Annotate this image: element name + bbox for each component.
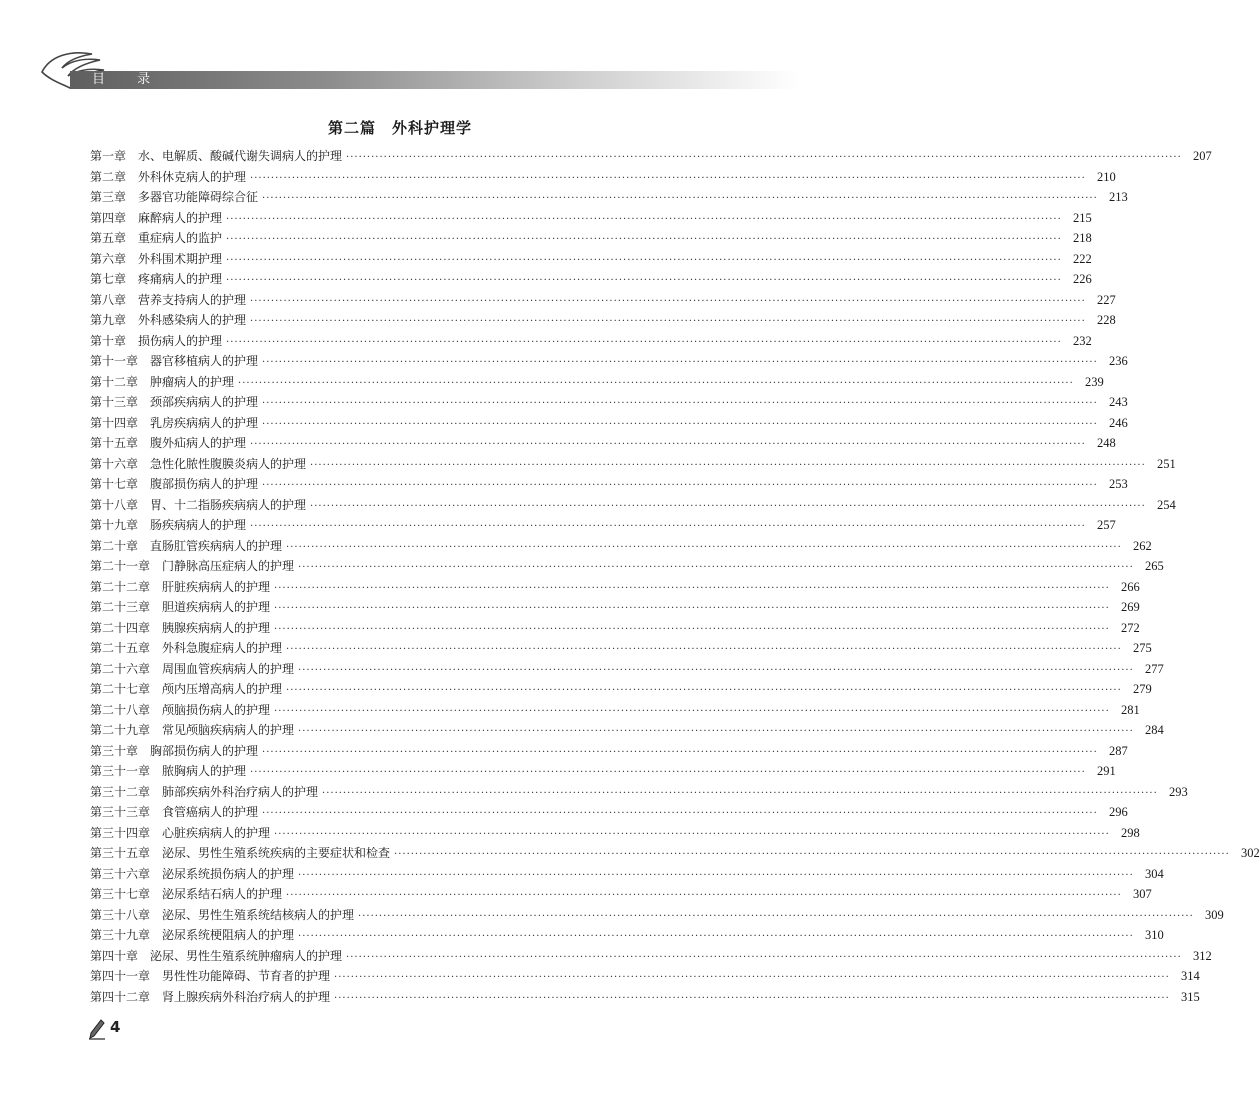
toc-page-number: 314: [1181, 969, 1200, 983]
toc-page-number: 254: [1157, 497, 1176, 512]
toc-chapter-title: 颅内压增高病人的护理: [162, 682, 283, 696]
header-band: [70, 71, 800, 89]
toc-page-number: 227: [1097, 292, 1116, 307]
toc-page-number: 310: [1145, 928, 1164, 942]
toc-chapter-title: 营养支持病人的护理: [138, 292, 247, 307]
toc-entry: [90, 269, 1092, 290]
toc-chapter-number: 第二十七章: [90, 682, 151, 696]
toc-dot-leader: ········································································································································································································: [274, 603, 1110, 614]
toc-chapter-number: 第三十二章: [90, 784, 151, 799]
toc-chapter-number: 第五章: [90, 231, 127, 245]
toc-chapter-title: 胰腺疾病病人的护理: [162, 620, 271, 635]
toc-dot-leader: ········································································································································································································: [334, 972, 1170, 983]
toc-dot-leader: ········································································································································································································: [250, 316, 1086, 327]
toc-page-number: 243: [1109, 395, 1128, 409]
toc-entry: [90, 208, 1092, 229]
toc-dot-leader: ········································································································································································································: [298, 931, 1134, 942]
toc-chapter-number: 第三十九章: [90, 928, 151, 942]
toc-chapter-number: 第二十二章: [90, 579, 151, 594]
toc-chapter-title: 肺部疾病外科治疗病人的护理: [162, 784, 319, 799]
toc-entry: [90, 761, 1116, 782]
toc-dot-leader: ········································································································································································································: [262, 418, 1098, 430]
toc-chapter-title: 肿瘤病人的护理: [150, 374, 235, 389]
section-title: 第二篇 外科护理学: [327, 119, 472, 137]
toc-dot-leader: ········································································································································································································: [346, 152, 1182, 163]
toc-chapter-number: 第八章: [90, 292, 127, 307]
toc-dot-leader: ········································································································································································································: [250, 767, 1086, 778]
toc-chapter-title: 脓胸病人的护理: [162, 764, 247, 778]
toc-chapter-number: 第三十四章: [90, 825, 151, 840]
toc-chapter-number: 第二十章: [90, 538, 139, 553]
toc-page-number: 226: [1073, 272, 1092, 286]
toc-page-number: 296: [1109, 805, 1128, 819]
toc-chapter-title: 颅脑损伤病人的护理: [162, 702, 271, 717]
toc-chapter-number: 第十七章: [90, 477, 139, 491]
toc-chapter-number: 第十章: [90, 333, 127, 348]
toc-page-number: 269: [1121, 600, 1140, 614]
toc-page-number: 248: [1097, 436, 1116, 450]
toc-entry: [90, 392, 1128, 413]
toc-entry: [90, 659, 1164, 680]
toc-dot-leader: ········································································································································································································: [226, 234, 1062, 245]
toc-dot-leader: ········································································································································································································: [274, 705, 1110, 717]
toc-page-number: 218: [1073, 231, 1092, 245]
toc-dot-leader: ········································································································································································································: [250, 172, 1086, 184]
toc-chapter-number: 第二十一章: [90, 559, 151, 573]
toc-chapter-title: 泌尿系统损伤病人的护理: [162, 866, 295, 881]
toc-page-number: 265: [1145, 559, 1164, 573]
toc-entry: [90, 618, 1140, 639]
toc-entry: [90, 905, 1224, 926]
toc-entry: [90, 351, 1128, 372]
toc-dot-leader: ········································································································································································································: [250, 295, 1086, 307]
toc-entry: [90, 187, 1128, 208]
toc-entry: [90, 372, 1104, 393]
toc-chapter-title: 外科休克病人的护理: [138, 169, 247, 184]
toc-dot-leader: ········································································································································································································: [310, 459, 1146, 471]
toc-chapter-number: 第三章: [90, 190, 127, 204]
toc-chapter-title: 腹部损伤病人的护理: [150, 477, 259, 491]
toc-entry: [90, 577, 1140, 598]
toc-chapter-title: 胸部损伤病人的护理: [150, 743, 259, 758]
toc-dot-leader: ········································································································································································································: [274, 828, 1110, 840]
toc-chapter-title: 损伤病人的护理: [138, 333, 223, 348]
toc-chapter-number: 第四章: [90, 210, 127, 225]
toc-page-number: 251: [1157, 456, 1176, 471]
toc-entry: [90, 679, 1152, 700]
toc-chapter-number: 第二十四章: [90, 620, 151, 635]
toc-entry: [90, 700, 1140, 721]
toc-entry: [90, 864, 1164, 885]
toc-chapter-title: 多器官功能障碍综合征: [138, 190, 259, 204]
toc-entry: [90, 146, 1212, 167]
toc-entry: [90, 290, 1116, 311]
toc-entry: [90, 495, 1176, 516]
toc-chapter-number: 第三十三章: [90, 805, 151, 819]
toc-entry: [90, 823, 1140, 844]
toc-chapter-number: 第二十八章: [90, 702, 151, 717]
toc-entry: [90, 782, 1188, 803]
toc-chapter-title: 胆道疾病病人的护理: [162, 600, 271, 614]
toc-entry: [90, 741, 1128, 762]
toc-chapter-number: 第三十一章: [90, 764, 151, 778]
toc-chapter-title: 外科围术期护理: [138, 251, 223, 266]
toc-chapter-title: 水、电解质、酸碱代谢失调病人的护理: [138, 149, 343, 163]
toc-chapter-number: 第二章: [90, 169, 127, 184]
toc-dot-leader: ········································································································································································································: [394, 849, 1230, 860]
toc-chapter-title: 急性化脓性腹膜炎病人的护理: [150, 456, 307, 471]
toc-entry: [90, 413, 1128, 434]
toc-dot-leader: ········································································································································································································: [262, 193, 1098, 204]
toc-chapter-title: 男性性功能障碍、节育者的护理: [162, 969, 331, 983]
toc-chapter-title: 外科感染病人的护理: [138, 313, 247, 327]
toc-dot-leader: ········································································································································································································: [322, 787, 1158, 799]
toc-chapter-title: 疼痛病人的护理: [138, 272, 223, 286]
toc-dot-leader: ········································································································································································································: [226, 213, 1062, 225]
toc-dot-leader: ········································································································································································································: [274, 582, 1110, 594]
toc-chapter-number: 第三十八章: [90, 907, 151, 922]
toc-entry: [90, 556, 1164, 577]
toc-chapter-number: 第十九章: [90, 518, 139, 532]
toc-chapter-number: 第二十三章: [90, 600, 151, 614]
pen-icon: [88, 1018, 106, 1040]
toc-chapter-title: 肾上腺疾病外科治疗病人的护理: [162, 989, 331, 1004]
toc-dot-leader: ········································································································································································································: [226, 254, 1062, 266]
toc-chapter-number: 第四十章: [90, 948, 139, 963]
toc-dot-leader: ········································································································································································································: [262, 357, 1098, 368]
toc-page-number: 207: [1193, 149, 1212, 163]
toc-page-number: 302: [1241, 846, 1260, 860]
toc-chapter-number: 第十八章: [90, 497, 139, 512]
toc-chapter-number: 第十二章: [90, 374, 139, 389]
toc-page-number: 309: [1205, 907, 1224, 922]
toc-chapter-title: 泌尿系结石病人的护理: [162, 887, 283, 901]
toc-entry: [90, 843, 1260, 864]
toc-chapter-number: 第七章: [90, 272, 127, 286]
table-of-contents: [90, 146, 1260, 1007]
toc-chapter-number: 第十五章: [90, 436, 139, 450]
toc-page-number: 246: [1109, 415, 1128, 430]
toc-dot-leader: ········································································································································································································: [262, 480, 1098, 491]
toc-chapter-title: 麻醉病人的护理: [138, 210, 223, 225]
toc-page-number: 281: [1121, 702, 1140, 717]
toc-entry: [90, 167, 1116, 188]
toc-dot-leader: ········································································································································································································: [262, 808, 1098, 819]
toc-chapter-number: 第四十一章: [90, 969, 151, 983]
toc-page-number: 222: [1073, 251, 1092, 266]
toc-page-number: 257: [1097, 518, 1116, 532]
toc-chapter-title: 周围血管疾病病人的护理: [162, 661, 295, 676]
toc-page-number: 275: [1133, 641, 1152, 655]
toc-page-number: 287: [1109, 743, 1128, 758]
toc-chapter-number: 第三十七章: [90, 887, 151, 901]
toc-dot-leader: ········································································································································································································: [286, 890, 1122, 901]
toc-chapter-title: 泌尿系统梗阻病人的护理: [162, 928, 295, 942]
toc-chapter-number: 第三十五章: [90, 846, 151, 860]
toc-dot-leader: ········································································································································································································: [250, 521, 1086, 532]
toc-chapter-title: 重症病人的监护: [138, 231, 223, 245]
toc-chapter-title: 肠疾病病人的护理: [150, 518, 247, 532]
toc-entry: [90, 925, 1164, 946]
toc-chapter-title: 胃、十二指肠疾病病人的护理: [150, 497, 307, 512]
toc-chapter-number: 第一章: [90, 149, 127, 163]
toc-chapter-title: 外科急腹症病人的护理: [162, 641, 283, 655]
toc-dot-leader: ········································································································································································································: [226, 336, 1062, 348]
toc-entry: [90, 597, 1140, 618]
toc-chapter-title: 门静脉高压症病人的护理: [162, 559, 295, 573]
toc-page-number: 312: [1193, 948, 1212, 963]
toc-page-number: 239: [1085, 374, 1104, 389]
toc-dot-leader: ········································································································································································································: [334, 992, 1170, 1004]
header-title: 目 录: [92, 72, 165, 87]
toc-page-number: 266: [1121, 579, 1140, 594]
toc-chapter-title: 乳房疾病病人的护理: [150, 415, 259, 430]
toc-chapter-number: 第二十五章: [90, 641, 151, 655]
toc-chapter-title: 泌尿、男性生殖系统结核病人的护理: [162, 907, 355, 922]
toc-entry: [90, 536, 1152, 557]
toc-entry: [90, 966, 1200, 987]
toc-page-number: 228: [1097, 313, 1116, 327]
toc-page-number: 315: [1181, 989, 1200, 1004]
toc-page-number: 298: [1121, 825, 1140, 840]
toc-chapter-title: 颈部疾病病人的护理: [150, 395, 259, 409]
toc-dot-leader: ········································································································································································································: [226, 275, 1062, 286]
toc-page-number: 210: [1097, 169, 1116, 184]
toc-page-number: 213: [1109, 190, 1128, 204]
toc-page-number: 307: [1133, 887, 1152, 901]
toc-chapter-title: 肝脏疾病病人的护理: [162, 579, 271, 594]
toc-chapter-number: 第六章: [90, 251, 127, 266]
toc-page-number: 236: [1109, 354, 1128, 368]
toc-chapter-number: 第三十六章: [90, 866, 151, 881]
toc-chapter-title: 泌尿、男性生殖系统疾病的主要症状和检查: [162, 846, 391, 860]
page-footer: [88, 1018, 121, 1042]
toc-entry: [90, 515, 1116, 536]
toc-chapter-number: 第二十九章: [90, 723, 151, 737]
toc-chapter-number: 第二十六章: [90, 661, 151, 676]
toc-entry: [90, 638, 1152, 659]
toc-page-number: 293: [1169, 784, 1188, 799]
toc-chapter-number: 第四十二章: [90, 989, 151, 1004]
toc-chapter-title: 腹外疝病人的护理: [150, 436, 247, 450]
toc-dot-leader: ········································································································································································································: [286, 685, 1122, 696]
toc-entry: [90, 433, 1116, 454]
toc-chapter-number: 第十六章: [90, 456, 139, 471]
toc-chapter-number: 第三十章: [90, 743, 139, 758]
toc-dot-leader: ········································································································································································································: [250, 439, 1086, 450]
toc-dot-leader: ········································································································································································································: [298, 562, 1134, 573]
page-number: 4: [110, 1018, 121, 1036]
toc-chapter-title: 心脏疾病病人的护理: [162, 825, 271, 840]
toc-page-number: 279: [1133, 682, 1152, 696]
toc-dot-leader: ········································································································································································································: [298, 726, 1134, 737]
toc-entry: [90, 228, 1092, 249]
toc-page-number: 232: [1073, 333, 1092, 348]
toc-entry: [90, 946, 1212, 967]
toc-chapter-title: 食管癌病人的护理: [162, 805, 259, 819]
toc-entry: [90, 474, 1128, 495]
toc-entry: [90, 454, 1176, 475]
toc-chapter-title: 直肠肛管疾病病人的护理: [150, 538, 283, 553]
toc-chapter-title: 常见颅脑疾病病人的护理: [162, 723, 295, 737]
toc-chapter-title: 泌尿、男性生殖系统肿瘤病人的护理: [150, 948, 343, 963]
toc-entry: [90, 720, 1164, 741]
toc-dot-leader: ········································································································································································································: [358, 910, 1194, 922]
page-header: [0, 0, 800, 100]
toc-dot-leader: ········································································································································································································: [262, 746, 1098, 758]
toc-chapter-title: 器官移植病人的护理: [150, 354, 259, 368]
toc-entry: [90, 331, 1092, 352]
toc-page-number: 284: [1145, 723, 1164, 737]
toc-entry: [90, 884, 1152, 905]
toc-page-number: 253: [1109, 477, 1128, 491]
toc-page-number: 304: [1145, 866, 1164, 881]
toc-dot-leader: ········································································································································································································: [238, 377, 1074, 389]
toc-dot-leader: ········································································································································································································: [346, 951, 1182, 963]
toc-dot-leader: ········································································································································································································: [310, 500, 1146, 512]
toc-dot-leader: ········································································································································································································: [286, 541, 1122, 553]
toc-page-number: 291: [1097, 764, 1116, 778]
toc-dot-leader: ········································································································································································································: [298, 664, 1134, 676]
toc-chapter-number: 第十一章: [90, 354, 139, 368]
toc-dot-leader: ········································································································································································································: [262, 398, 1098, 409]
toc-entry: [90, 249, 1092, 270]
toc-chapter-number: 第十四章: [90, 415, 139, 430]
toc-page-number: 277: [1145, 661, 1164, 676]
toc-chapter-number: 第九章: [90, 313, 127, 327]
toc-dot-leader: ········································································································································································································: [274, 623, 1110, 635]
toc-dot-leader: ········································································································································································································: [298, 869, 1134, 881]
toc-chapter-number: 第十三章: [90, 395, 139, 409]
toc-page-number: 272: [1121, 620, 1140, 635]
toc-entry: [90, 987, 1200, 1008]
toc-dot-leader: ········································································································································································································: [286, 644, 1122, 655]
toc-entry: [90, 802, 1128, 823]
toc-page-number: 215: [1073, 210, 1092, 225]
toc-entry: [90, 310, 1116, 331]
toc-page-number: 262: [1133, 538, 1152, 553]
